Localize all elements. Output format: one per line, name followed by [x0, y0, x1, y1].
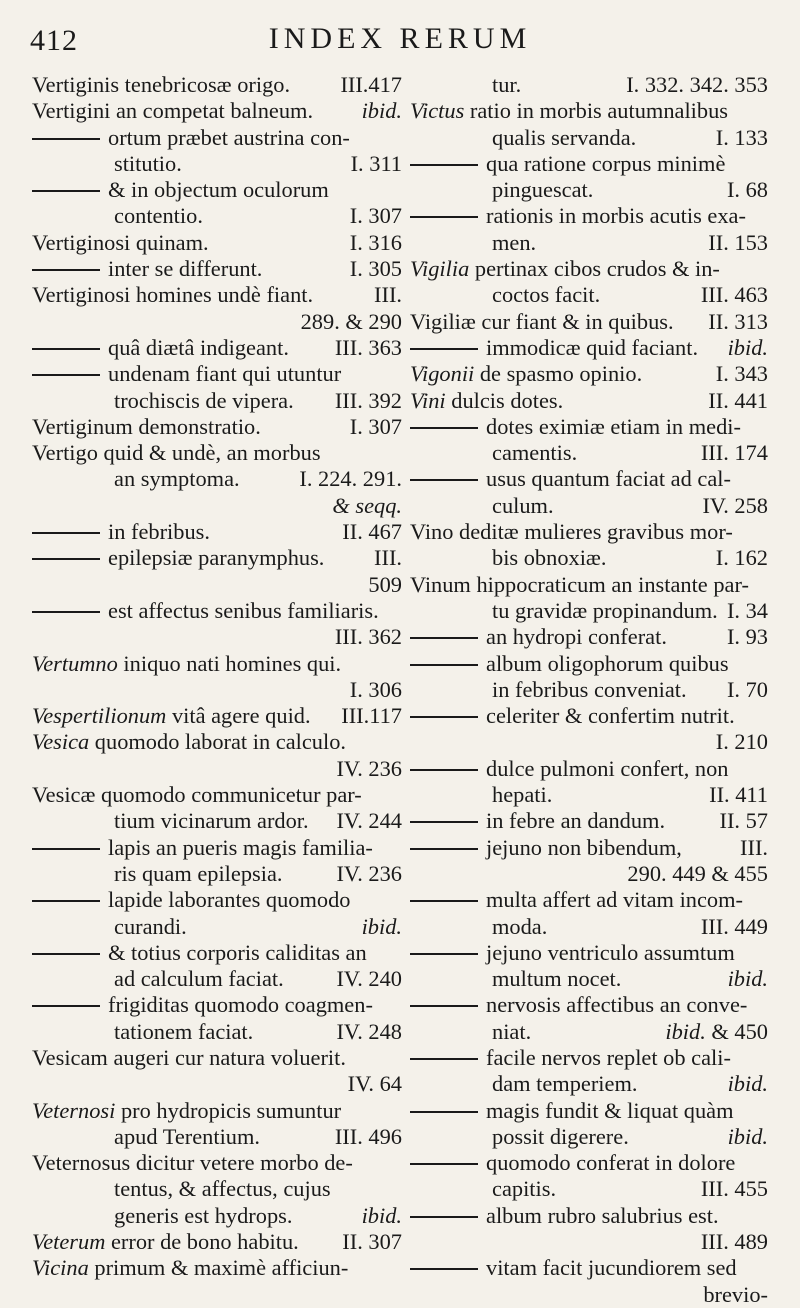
index-entry [410, 1282, 768, 1308]
entry-reference: III.417 [340, 72, 402, 97]
index-entry [32, 203, 402, 229]
ditto-dash [32, 848, 100, 850]
index-entry [410, 992, 768, 1018]
ditto-dash [32, 558, 100, 560]
entry-text: multa affert ad vitam incom- [486, 887, 743, 913]
index-entry [410, 282, 768, 308]
entry-text: Vesicæ quomodo communicetur par- [32, 782, 362, 808]
ditto-dash [32, 348, 100, 350]
index-entry [32, 572, 402, 598]
ditto-dash [410, 900, 478, 902]
index-entry [32, 519, 402, 545]
index-entry [410, 519, 768, 545]
entry-reference: I. 343 [715, 361, 768, 387]
entry-text: Vigonii de spasmo opinio. [410, 361, 643, 387]
entry-reference: II. 307 [342, 1229, 402, 1255]
entry-reference: II. 467 [342, 519, 402, 545]
entry-text: niat. [492, 1018, 532, 1044]
index-entry [410, 572, 768, 598]
ditto-dash [410, 848, 478, 850]
ditto-dash [32, 138, 100, 140]
index-entry [32, 388, 402, 414]
index-entry [410, 1203, 768, 1229]
index-entry [32, 98, 402, 124]
index-entry [32, 992, 402, 1018]
index-entry [410, 466, 768, 492]
index-entry [410, 966, 768, 992]
entry-text: jejuno non bibendum, [486, 834, 682, 860]
entry-reference: IV. 258 [702, 492, 768, 518]
ditto-dash [410, 1058, 478, 1060]
index-entry [32, 729, 402, 755]
entry-reference: & seqq. [332, 492, 402, 518]
entry-reference: I. 93 [726, 624, 768, 650]
ditto-dash [32, 953, 100, 955]
index-entry [410, 361, 768, 387]
index-entry [410, 177, 768, 203]
entry-reference: brevio- [703, 1281, 768, 1307]
entry-text: usus quantum faciat ad cal- [486, 466, 731, 492]
index-entry [410, 98, 768, 124]
entry-text: & in objectum oculorum [108, 177, 329, 203]
ditto-dash [410, 1268, 478, 1270]
index-entry [32, 309, 402, 335]
index-entry [410, 256, 768, 282]
index-entry [32, 125, 402, 151]
entry-text: Vertiginis tenebricosæ origo. [32, 72, 291, 97]
entry-reference: 509 [368, 571, 402, 597]
entry-text: Veterum error de bono habitu. [32, 1229, 299, 1255]
entry-text: dam temperiem. [492, 1071, 638, 1097]
index-entry [410, 309, 768, 335]
ditto-dash [32, 1005, 100, 1007]
index-entry [410, 493, 768, 519]
entry-reference: III. 392 [334, 387, 402, 413]
entry-text: Vesicam augeri cur natura voluerit. [32, 1044, 346, 1070]
entry-text: tationem faciat. [114, 1018, 254, 1044]
entry-text: capitis. [492, 1176, 557, 1202]
entry-text: Vino deditæ mulieres gravibus mor- [410, 519, 733, 545]
entry-text: vitam facit jucundiorem sed [486, 1255, 737, 1281]
entry-text: coctos facit. [492, 282, 601, 308]
index-entry [410, 703, 768, 729]
entry-reference: ibid. [361, 98, 402, 124]
index-entry [410, 440, 768, 466]
entry-text: moda. [492, 913, 548, 939]
ditto-dash [410, 164, 478, 166]
entry-text: undenam fiant qui utuntur [108, 361, 342, 387]
entry-text: Vespertilionum vitâ agere quid. [32, 703, 311, 729]
entry-reference: ibid. [727, 1071, 768, 1097]
entry-text: tur. [492, 72, 522, 97]
entry-reference: III. 489 [700, 1229, 768, 1255]
index-entry [32, 545, 402, 571]
ditto-dash [32, 532, 100, 534]
index-entry [32, 1229, 402, 1255]
page-header [0, 0, 800, 68]
entry-reference: I. 311 [350, 150, 402, 176]
index-entry [32, 466, 402, 492]
index-entry [410, 624, 768, 650]
entry-text: tu gravidæ propinandum. [492, 597, 718, 623]
page-number: 412 [30, 24, 78, 57]
entry-text: Vicina primum & maximè afficiun- [32, 1255, 349, 1281]
ditto-dash [410, 637, 478, 639]
entry-text: Vertiginosi quinam. [32, 229, 209, 255]
entry-reference: II. 411 [709, 782, 768, 808]
entry-text: Vertiginosi homines undè fiant. [32, 282, 314, 308]
index-entry [410, 1071, 768, 1097]
index-entry [410, 125, 768, 151]
entry-reference: II. 57 [719, 808, 768, 834]
entry-text: stitutio. [114, 150, 182, 176]
index-entry [32, 440, 402, 466]
entry-text: bis obnoxiæ. [492, 545, 607, 571]
entry-reference: III. 449 [700, 913, 768, 939]
entry-reference: ibid. [727, 1123, 768, 1149]
index-entry [410, 1019, 768, 1045]
index-entry [32, 361, 402, 387]
index-entry [32, 940, 402, 966]
entry-reference: ibid. [727, 334, 768, 360]
entry-text: inter se differunt. [108, 256, 263, 282]
ditto-dash [410, 953, 478, 955]
entry-text: dulce pulmoni confert, non [486, 755, 729, 781]
ditto-dash [410, 1163, 478, 1165]
entry-reference: III. 174 [700, 440, 768, 466]
entry-text: facile nervos replet ob cali- [486, 1044, 731, 1070]
entry-text: ortum præbet austrina con- [108, 124, 350, 150]
entry-text: rationis in morbis acutis exa- [486, 203, 746, 229]
entry-reference: I. 307 [349, 203, 402, 229]
entry-reference: I. 70 [726, 676, 768, 702]
index-entry [410, 1045, 768, 1071]
index-entry [32, 624, 402, 650]
entry-reference: I. 162 [715, 545, 768, 571]
ditto-dash [32, 374, 100, 376]
entry-reference: I. 133 [715, 124, 768, 150]
ditto-dash [410, 1005, 478, 1007]
entry-text: Vini dulcis dotes. [410, 387, 564, 413]
entry-text: in febre an dandum. [486, 808, 666, 834]
index-entry [32, 1255, 402, 1281]
entry-text: men. [492, 229, 537, 255]
entry-reference: I. 305 [349, 256, 402, 282]
entry-text: Vigilia pertinax cibos crudos & in- [410, 256, 720, 282]
entry-text: an hydropi conferat. [486, 624, 667, 650]
index-entry [410, 72, 768, 98]
index-column-right [410, 72, 768, 1308]
entry-text: quomodo conferat in dolore [486, 1150, 736, 1176]
ditto-dash [32, 900, 100, 902]
index-entry [32, 1019, 402, 1045]
index-entry [32, 808, 402, 834]
ditto-dash [410, 769, 478, 771]
index-entry [410, 914, 768, 940]
ditto-dash [410, 1216, 478, 1218]
entry-text: qua ratione corpus minimè [486, 150, 726, 176]
index-entry [32, 1098, 402, 1124]
entry-reference: III. 363 [334, 334, 402, 360]
entry-reference: IV. 240 [336, 966, 402, 992]
entry-text: jejuno ventriculo assumtum [486, 939, 735, 965]
index-entry [410, 729, 768, 755]
entry-reference: I. 68 [726, 177, 768, 203]
index-entry [410, 808, 768, 834]
entry-text: trochiscis de vipera. [114, 387, 294, 413]
index-entry [32, 703, 402, 729]
entry-reference: III. 463 [700, 282, 768, 308]
entry-text: frigiditas quomodo coagmen- [108, 992, 373, 1018]
entry-text: pinguescat. [492, 177, 594, 203]
index-entry [410, 598, 768, 624]
entry-text: curandi. [114, 913, 187, 939]
entry-reference: II. 153 [708, 229, 768, 255]
entry-reference: ibid. & 450 [665, 1018, 768, 1044]
index-entry [410, 388, 768, 414]
entry-text: contentio. [114, 203, 203, 229]
ditto-dash [410, 479, 478, 481]
entry-reference: I. 306 [349, 676, 402, 702]
ditto-dash [410, 1111, 478, 1113]
index-entry [32, 1176, 402, 1202]
index-entry [410, 414, 768, 440]
index-entry [32, 598, 402, 624]
index-entry [410, 1098, 768, 1124]
entry-text: dotes eximiæ etiam in medi- [486, 413, 741, 439]
entry-reference: III. [374, 282, 402, 308]
entry-text: Vertigini an competat balneum. [32, 98, 314, 124]
entry-text: qualis servanda. [492, 124, 637, 150]
ditto-dash [410, 216, 478, 218]
index-entry [410, 230, 768, 256]
entry-text: hepati. [492, 782, 553, 808]
entry-text: Veternosi pro hydropicis sumuntur [32, 1097, 342, 1123]
index-entry [410, 1255, 768, 1281]
entry-reference: 290. 449 & 455 [627, 860, 768, 886]
entry-text: epilepsiæ paranymphus. [108, 545, 325, 571]
entry-text: quâ diætâ indigeant. [108, 334, 289, 360]
entry-text: Vertigo quid & undè, an morbus [32, 440, 321, 466]
entry-reference: I. 210 [715, 729, 768, 755]
entry-reference: IV. 248 [336, 1018, 402, 1044]
entry-text: magis fundit & liquat quàm [486, 1097, 734, 1123]
index-entry [410, 335, 768, 361]
entry-reference: III. [740, 834, 768, 860]
index-entry [32, 177, 402, 203]
entry-text: Vigiliæ cur fiant & in quibus. [410, 308, 674, 334]
index-entry [32, 677, 402, 703]
entry-text: in febribus conveniat. [492, 676, 687, 702]
index-entry [410, 835, 768, 861]
index-entry [410, 151, 768, 177]
entry-text: Veternosus dicitur vetere morbo de- [32, 1150, 353, 1176]
index-entry [410, 756, 768, 782]
entry-reference: 289. & 290 [300, 308, 402, 334]
entry-text: album rubro salubrius est. [486, 1202, 719, 1228]
entry-reference: III. 455 [700, 1176, 768, 1202]
index-entry [32, 1045, 402, 1071]
index-entry [410, 677, 768, 703]
index-entry [32, 966, 402, 992]
running-title: INDEX RERUM [268, 22, 532, 55]
index-entry [32, 493, 402, 519]
entry-text: & totius corporis caliditas an [108, 939, 367, 965]
entry-reference: I. 316 [349, 229, 402, 255]
entry-reference: ibid. [361, 913, 402, 939]
index-entry [32, 230, 402, 256]
entry-reference: II. 313 [708, 308, 768, 334]
index-entry [410, 940, 768, 966]
entry-reference: I. 34 [726, 597, 768, 623]
entry-reference: III. 362 [334, 624, 402, 650]
index-entry [410, 545, 768, 571]
index-entry [32, 1124, 402, 1150]
index-entry [410, 861, 768, 887]
entry-text: multum nocet. [492, 966, 622, 992]
entry-text: Vesica quomodo laborat in calculo. [32, 729, 347, 755]
entry-text: possit digerere. [492, 1123, 629, 1149]
entry-text: tium vicinarum ardor. [114, 808, 309, 834]
ditto-dash [410, 664, 478, 666]
index-entry [32, 914, 402, 940]
entry-text: Victus ratio in morbis autumnalibus [410, 98, 728, 124]
entry-reference: I. 224. 291. [299, 466, 402, 492]
index-entry [410, 1229, 768, 1255]
entry-text: apud Terentium. [114, 1123, 261, 1149]
index-entry [32, 151, 402, 177]
entry-text: an symptoma. [114, 466, 240, 492]
index-entry [410, 1124, 768, 1150]
entry-reference: III. 496 [334, 1123, 402, 1149]
entry-reference: III. [374, 545, 402, 571]
ditto-dash [32, 190, 100, 192]
entry-reference: IV. 64 [347, 1071, 402, 1097]
entry-reference: II. 441 [708, 387, 768, 413]
index-entry [32, 782, 402, 808]
index-entry [32, 414, 402, 440]
entry-text: lapis an pueris magis familia- [108, 834, 373, 860]
entry-reference: I. 307 [349, 413, 402, 439]
ditto-dash [410, 716, 478, 718]
entry-reference: IV. 236 [336, 860, 402, 886]
entry-text: in febribus. [108, 519, 210, 545]
entry-reference: ibid. [727, 966, 768, 992]
entry-text: camentis. [492, 440, 578, 466]
entry-text: ad calculum faciat. [114, 966, 284, 992]
index-entry [32, 1150, 402, 1176]
entry-text: ris quam epilepsia. [114, 860, 283, 886]
entry-reference: IV. 236 [336, 755, 402, 781]
index-column-left [32, 72, 402, 1282]
entry-text: lapide laborantes quomodo [108, 887, 351, 913]
entry-reference: III.117 [341, 703, 402, 729]
entry-text: culum. [492, 492, 554, 518]
index-entry [32, 72, 402, 98]
index-entry [410, 203, 768, 229]
index-entry [32, 335, 402, 361]
index-entry [32, 861, 402, 887]
ditto-dash [410, 821, 478, 823]
index-entry [410, 782, 768, 808]
index-entry [32, 835, 402, 861]
index-entry [410, 651, 768, 677]
entry-text: tentus, & affectus, cujus [114, 1176, 331, 1202]
entry-reference: ibid. [361, 1202, 402, 1228]
index-entry [32, 1071, 402, 1097]
index-entry [32, 282, 402, 308]
ditto-dash [32, 611, 100, 613]
index-entry [410, 887, 768, 913]
index-entry [32, 887, 402, 913]
entry-text: Vertumno iniquo nati homines qui. [32, 650, 342, 676]
index-entry [32, 756, 402, 782]
ditto-dash [410, 427, 478, 429]
index-entry [32, 256, 402, 282]
entry-text: album oligophorum quibus [486, 650, 729, 676]
entry-text: Vertiginum demonstratio. [32, 413, 261, 439]
index-entry [32, 651, 402, 677]
index-entry [410, 1150, 768, 1176]
entry-text: celeriter & confertim nutrit. [486, 703, 735, 729]
ditto-dash [32, 269, 100, 271]
entry-text: est affectus senibus familiaris. [108, 597, 379, 623]
index-entry [410, 1176, 768, 1202]
entry-reference: IV. 244 [336, 808, 402, 834]
ditto-dash [410, 348, 478, 350]
index-entry [32, 1203, 402, 1229]
entry-reference: I. 332. 342. 353 [626, 72, 768, 97]
entry-text: nervosis affectibus an conve- [486, 992, 748, 1018]
entry-text: immodicæ quid faciant. [486, 334, 699, 360]
entry-text: generis est hydrops. [114, 1202, 293, 1228]
entry-text: Vinum hippocraticum an instante par- [410, 571, 749, 597]
